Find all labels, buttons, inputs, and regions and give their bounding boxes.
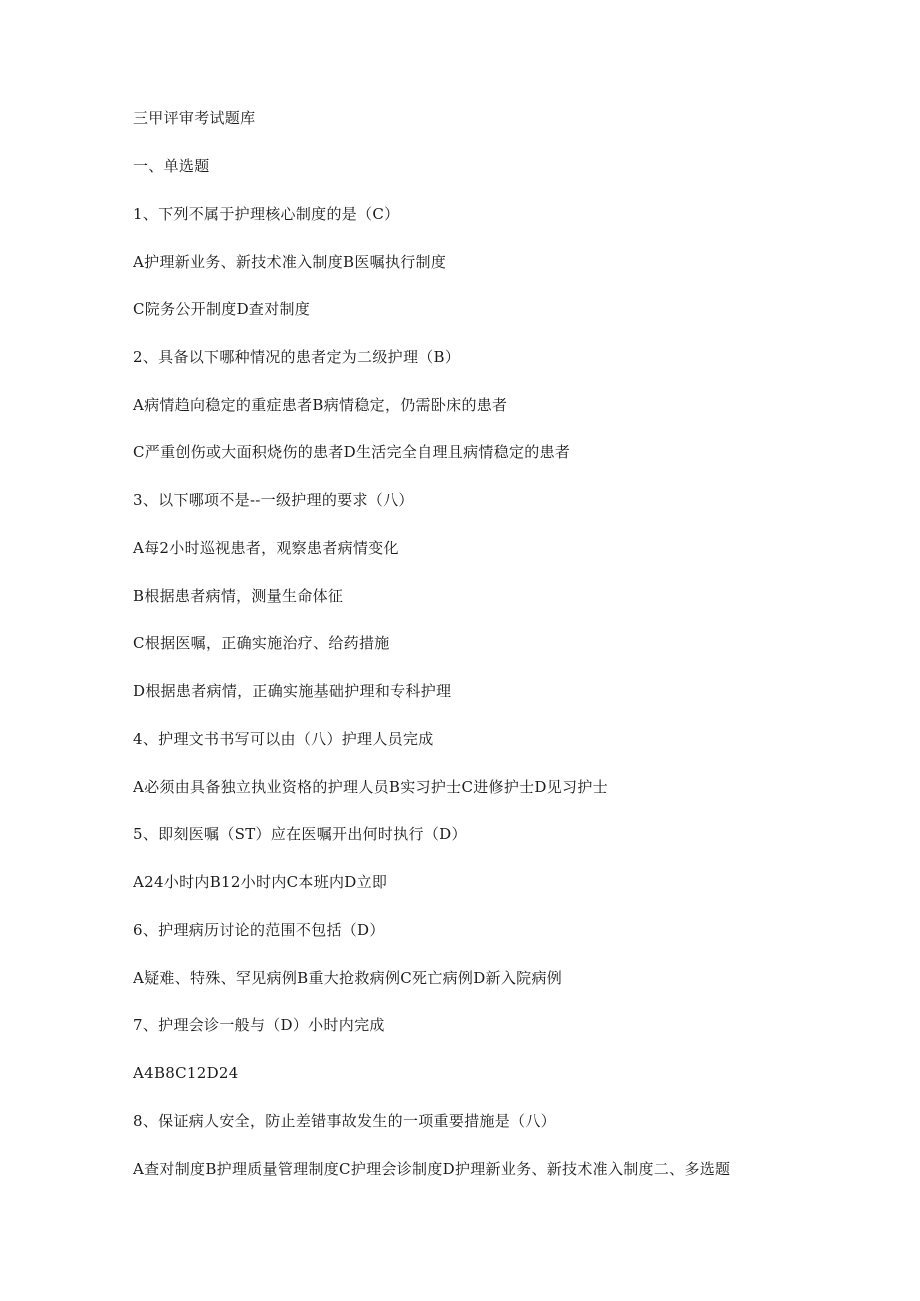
question-2: 2、具备以下哪种情况的患者定为二级护理（B） bbox=[133, 348, 461, 366]
question-3-option-a: A每2小时巡视患者，观察患者病情变化 bbox=[133, 539, 399, 557]
question-6-options: A疑难、特殊、罕见病例B重大抢救病例C死亡病例D新入院病例 bbox=[133, 969, 563, 987]
question-3: 3、以下哪项不是--一级护理的要求（八） bbox=[133, 491, 414, 509]
question-1-options-ab: A护理新业务、新技术准入制度B医嘱执行制度 bbox=[133, 253, 447, 271]
question-5: 5、即刻医嘱（ST）应在医嘱开出何时执行（D） bbox=[133, 825, 467, 843]
question-7-options: A4B8C12D24 bbox=[133, 1064, 239, 1082]
question-4: 4、护理文书书写可以由（八）护理人员完成 bbox=[133, 730, 434, 748]
question-3-option-d: D根据患者病情，正确实施基础护理和专科护理 bbox=[133, 682, 452, 700]
question-2-options-cd: C严重创伤或大面积烧伤的患者D生活完全自理且病情稳定的患者 bbox=[133, 443, 571, 461]
question-3-option-c: C根据医嘱，正确实施治疗、给药措施 bbox=[133, 634, 390, 652]
section-heading: 一、单选题 bbox=[133, 157, 210, 175]
question-7: 7、护理会诊一般与（D）小时内完成 bbox=[133, 1016, 385, 1034]
document-title: 三甲评审考试题库 bbox=[133, 109, 256, 127]
question-8-options: A查对制度B护理质量管理制度C护理会诊制度D护理新业务、新技术准入制度二、多选题 bbox=[133, 1160, 731, 1178]
question-8: 8、保证病人安全，防止差错事故发生的一项重要措施是（八） bbox=[133, 1112, 556, 1130]
question-4-options: A必须由具备独立执业资格的护理人员B实习护士C进修护士D见习护士 bbox=[133, 778, 608, 796]
question-1-options-cd: C院务公开制度D查对制度 bbox=[133, 300, 311, 318]
question-6: 6、护理病历讨论的范围不包括（D） bbox=[133, 921, 385, 939]
question-3-option-b: B根据患者病情，测量生命体征 bbox=[133, 587, 344, 605]
question-1: 1、下列不属于护理核心制度的是（C） bbox=[133, 205, 400, 223]
question-5-options: A24小时内B12小时内C本班内D立即 bbox=[133, 873, 388, 891]
question-2-options-ab: A病情趋向稳定的重症患者B病情稳定，仍需卧床的患者 bbox=[133, 396, 508, 414]
